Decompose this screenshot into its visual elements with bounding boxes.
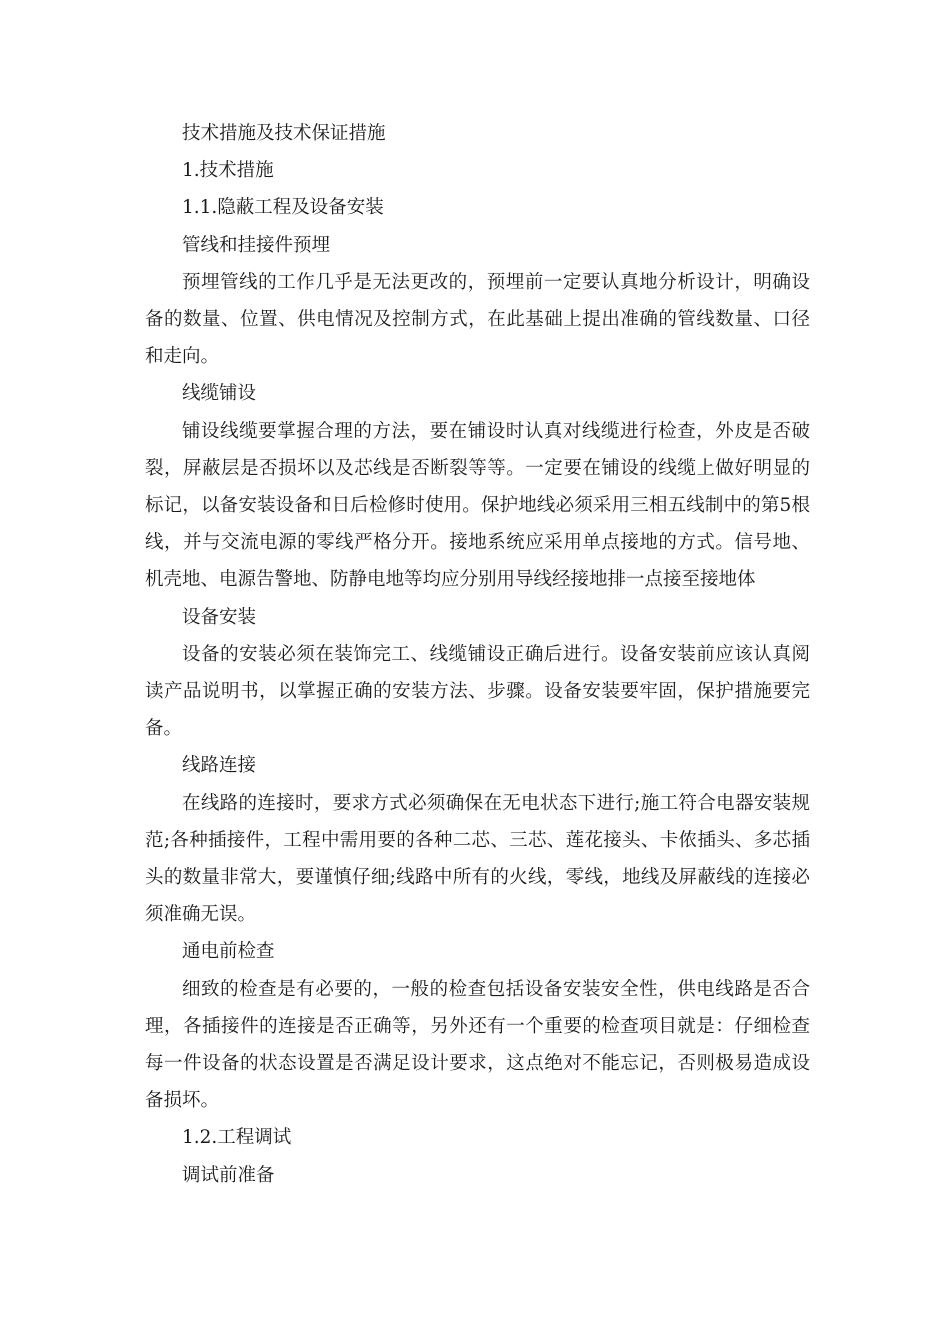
subsection-heading: 1.1.隐蔽工程及设备安装 (182, 197, 384, 219)
document-body (145, 115, 810, 1194)
body-paragraph: 设备的安装必须在装饰完工、线缆铺设正确后进行。设备安装前应该认真阅读产品说明书，以掌握正确的安装方法、步骤。设备安装要牢固，保护措施要完备。 (145, 643, 810, 740)
body-paragraph: 细致的检查是有必要的，一般的检查包括设备安装安全性，供电线路是否合理，各插接件的连接是否正确等，另外还有一个重要的检查项目就是：仔细检查每一件设备的状态设置是否满足设计要求，这点绝对不能忘记，否则极易造成设备损坏。 (145, 978, 810, 1112)
body-paragraph: 在线路的连接时，要求方式必须确保在无电状态下进行;施工符合电器安装规范;各种插接件，工程中需用要的各种二芯、三芯、莲花接头、卡侬插头、多芯插头的数量非常大，要谨慎仔细;线路中所有的火线，零线，地线及屏蔽线的连接必须准确无误。 (145, 792, 810, 926)
topic-heading: 通电前检查 (182, 941, 275, 963)
topic-heading: 调试前准备 (182, 1164, 275, 1186)
topic-heading: 线缆铺设 (182, 383, 257, 405)
subsection-heading: 1.2.工程调试 (182, 1127, 292, 1149)
body-paragraph: 预埋管线的工作几乎是无法更改的，预埋前一定要认真地分析设计，明确设备的数量、位置、供电情况及控制方式，在此基础上提出准确的管线数量、口径和走向。 (145, 271, 810, 368)
document-title: 技术措施及技术保证措施 (182, 123, 386, 144)
topic-heading: 管线和挂接件预埋 (182, 234, 331, 256)
body-paragraph: 铺设线缆要掌握合理的方法，要在铺设时认真对线缆进行检查，外皮是否破裂，屏蔽层是否损坏以及芯线是否断裂等等。一定要在铺设的线缆上做好明显的标记，以备安装设备和日后检修时使用。保护地线必须采用三相五线制中的第5根线，并与交流电源的零线严格分开。接地系统应采用单点接地的方式。信号地、机壳地、电源告警地、防静电地等均应分别用导线经接地排一点接至接地体 (145, 420, 810, 591)
section-heading: 1.技术措施 (182, 160, 274, 182)
topic-heading: 线路连接 (182, 755, 257, 777)
topic-heading: 设备安装 (182, 606, 257, 628)
